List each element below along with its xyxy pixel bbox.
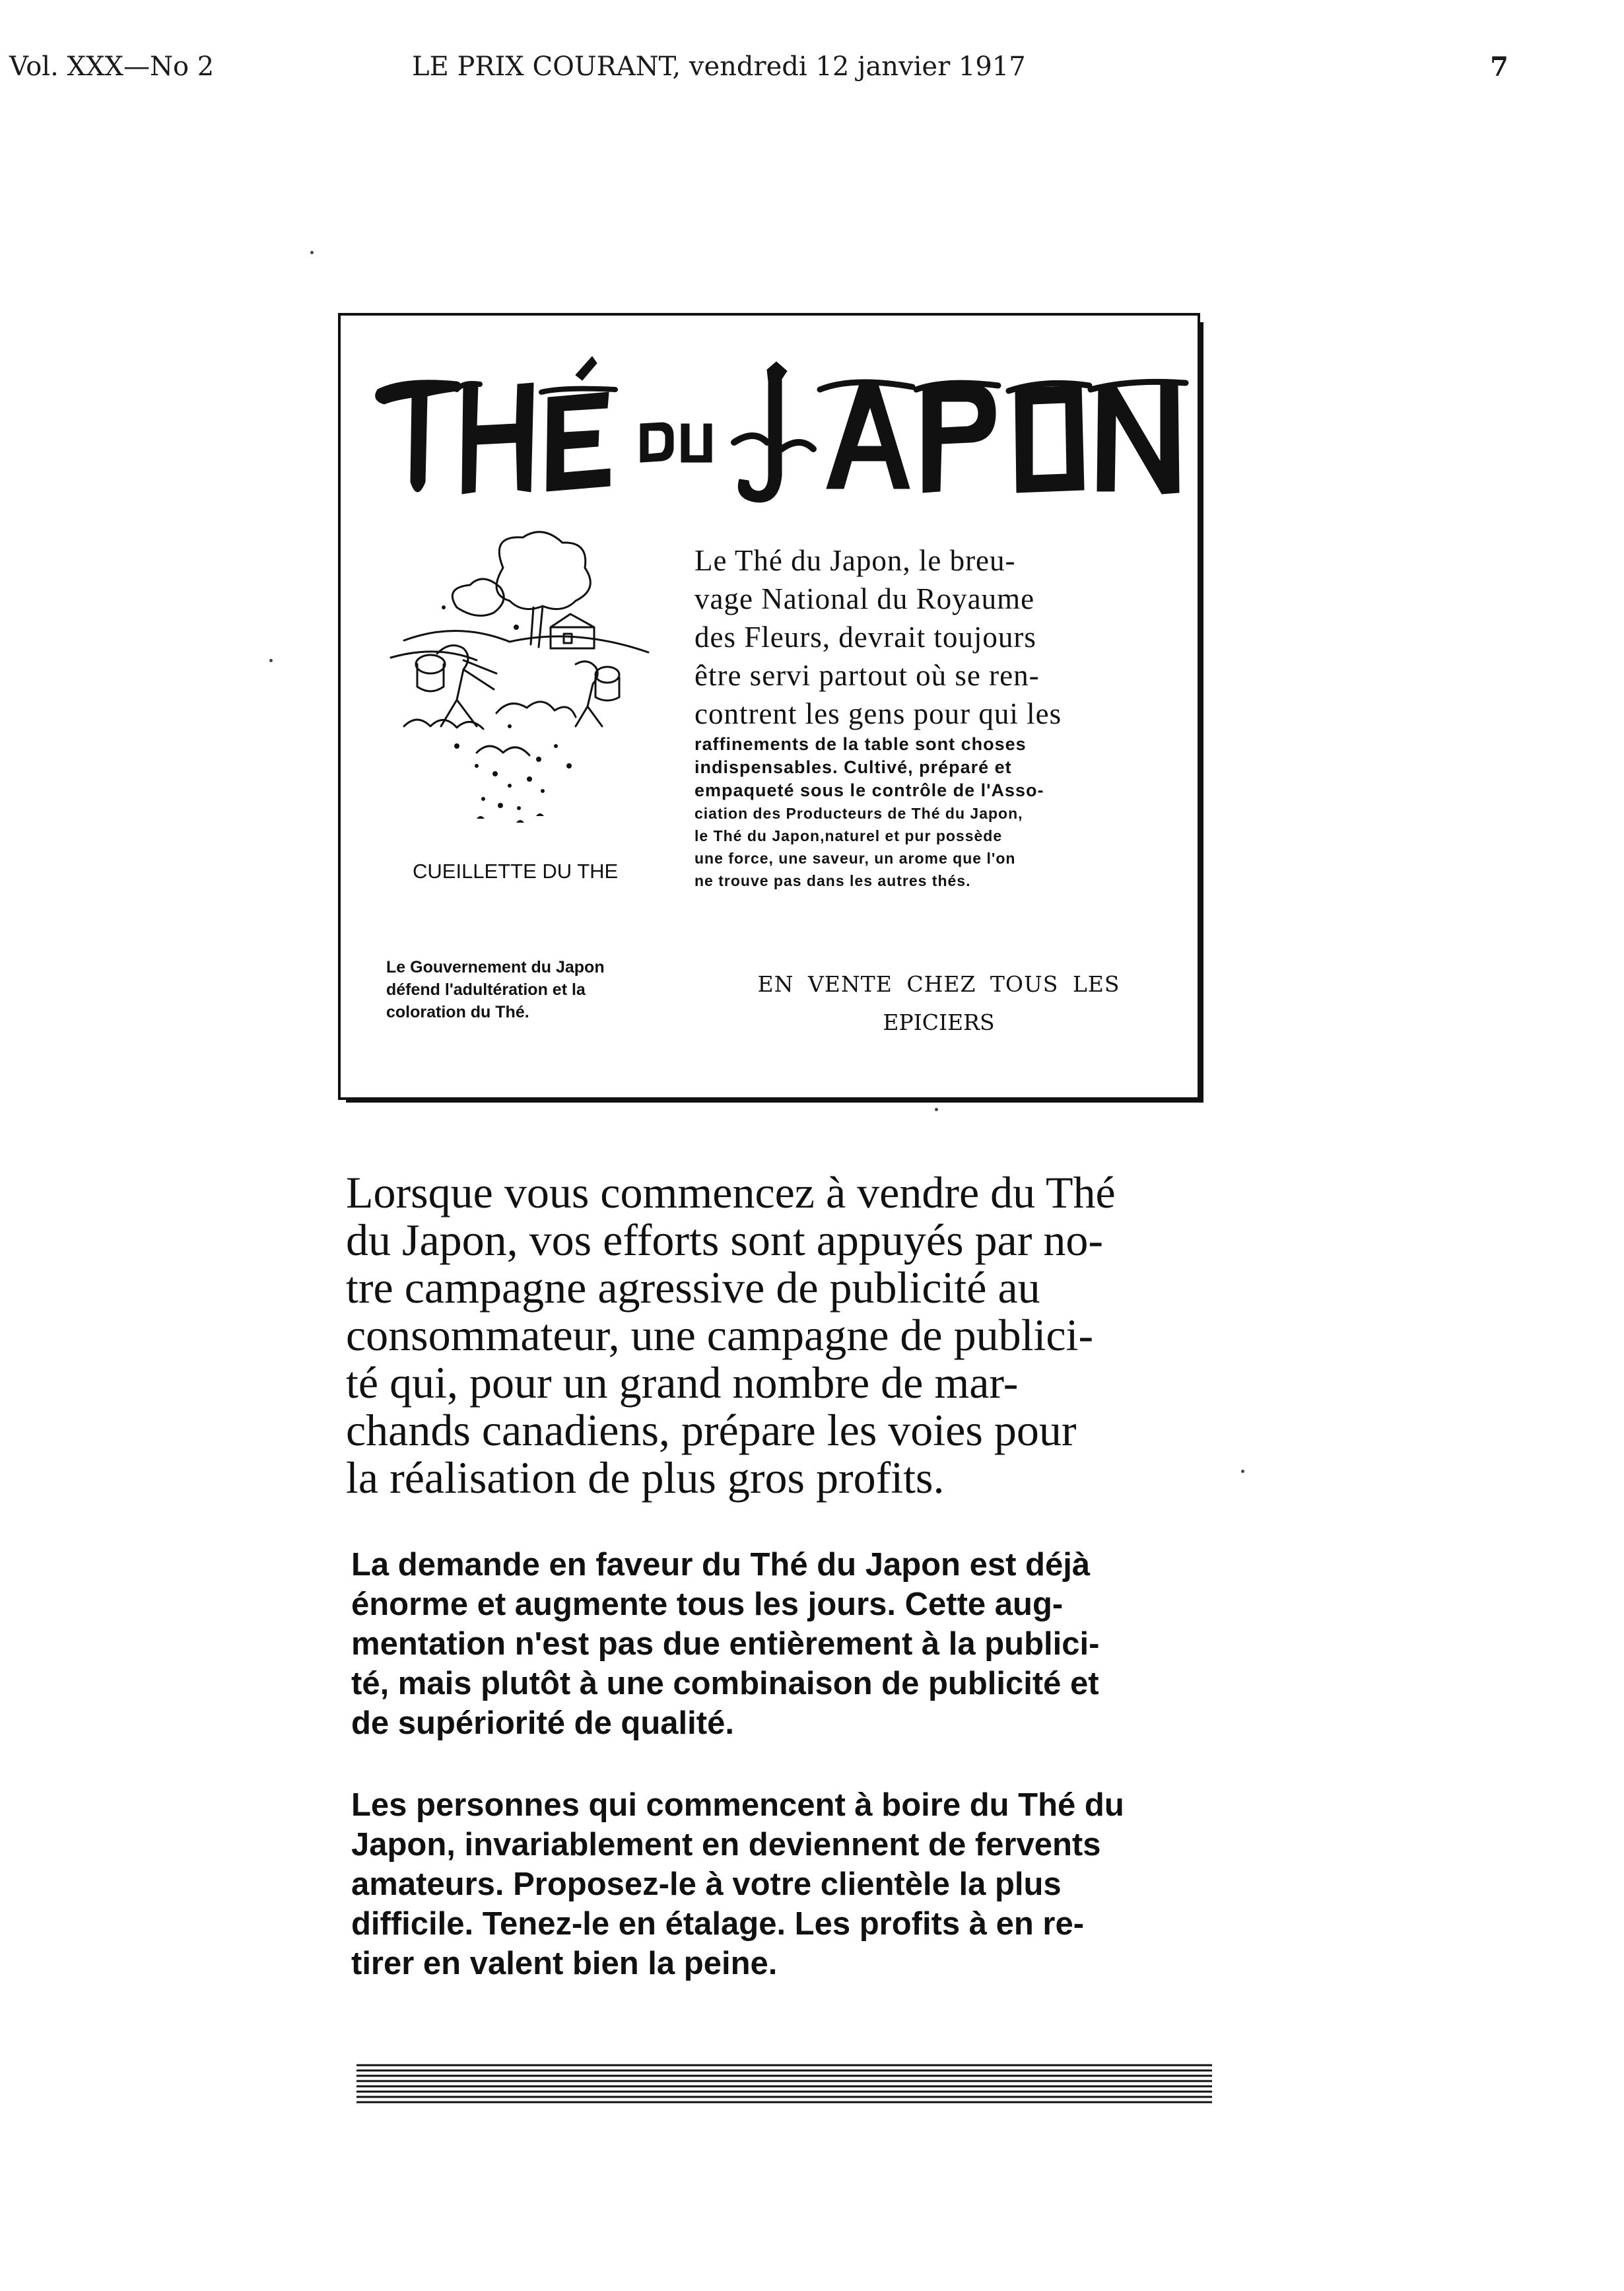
illustration-caption: CUEILLETTE DU THE [413,860,619,883]
ad-description-line: des Fleurs, devrait toujours [694,621,1036,654]
lead-line: la réalisation de plus gros profits. [346,1453,945,1503]
paragraph-line: mentation n'est pas due entièrement à la publici- [351,1626,1100,1662]
tea-picking-illustration [378,528,661,845]
paragraph-line: Japon, invariablement en deviennent de fervents [351,1827,1101,1863]
publication-title-date: LE PRIX COURANT, vendredi 12 janvier 1917 [412,51,1026,82]
lead-paragraph [346,1169,1224,1501]
availability-line: EN VENTE CHEZ TOUS LES [757,971,1120,997]
availability-notice [694,965,1183,1042]
ad-box-shadow-right [1200,322,1203,1103]
volume-issue: Vol. XXX—No 2 [9,51,215,82]
paragraph-line: Les personnes qui commencent à boire du Thé du [351,1787,1124,1823]
ad-box-shadow-bottom [346,1099,1203,1103]
ad-description-line: ciation des Producteurs de Thé du Japon, [694,805,1023,822]
ad-description-line: une force, une saveur, un arome que l'on [694,850,1016,867]
running-header [0,51,1624,91]
lead-line: consommateur, une campagne de publici- [346,1310,1094,1360]
lead-line: du Japon, vos efforts sont appuyés par no- [346,1215,1104,1265]
print-speck [1241,1470,1244,1473]
print-speck [269,659,273,662]
lead-line: tre campagne agressive de publicité au [346,1262,1040,1313]
paragraph-line: La demande en faveur du Thé du Japon est déjà [351,1547,1091,1583]
lead-line: chands canadiens, prépare les voies pour [346,1405,1077,1455]
ad-description-line: raffinements de la table sont choses [694,734,1027,754]
ad-description-line: indispensables. Cultivé, préparé et [694,757,1012,777]
ad-description-line: empaqueté sous le contrôle de l'Asso- [694,780,1044,800]
paragraph-line: difficile. Tenez-le en étalage. Les profits à en re- [351,1906,1085,1942]
decorative-rule [356,2061,1212,2114]
ad-description-line: contrent les gens pour qui les [694,697,1062,730]
government-note-line: Le Gouvernement du Japon [386,958,605,976]
government-note [386,956,670,1023]
paragraph-line: té, mais plutôt à une combinaison de publicité et [351,1666,1099,1701]
page-number: 7 [1490,51,1508,83]
ad-description-line: le Thé du Japon,naturel et pur possède [694,827,1003,844]
paragraph-line: tirer en valent bien la peine. [351,1946,778,1981]
government-note-line: défend l'adultération et la [386,980,586,999]
government-note-line: coloration du Thé. [386,1003,529,1021]
paragraph-line: énorme et augmente tous les jours. Cette aug- [351,1587,1064,1622]
lead-line: Lorsque vous commencez à vendre du Thé [346,1167,1116,1217]
ad-description [694,541,1183,892]
ad-description-line: ne trouve pas dans les autres thés. [694,872,971,889]
paragraph-demand [351,1545,1229,1743]
the-du-japon-logo [364,350,1196,528]
paragraph-line: amateurs. Proposez-le à votre clientèle la plus [351,1866,1062,1902]
print-speck [935,1108,938,1111]
print-speck [310,251,314,254]
paragraph-line: de supériorité de qualité. [351,1705,734,1741]
ad-description-line: être servi partout où se ren- [694,659,1040,692]
lead-line: té qui, pour un grand nombre de mar- [346,1357,1019,1408]
availability-line: EPICIERS [883,1009,995,1035]
paragraph-drinkers [351,1785,1229,1983]
ad-description-line: vage National du Royaume [694,582,1035,615]
ad-description-line: Le Thé du Japon, le breu- [694,544,1016,577]
